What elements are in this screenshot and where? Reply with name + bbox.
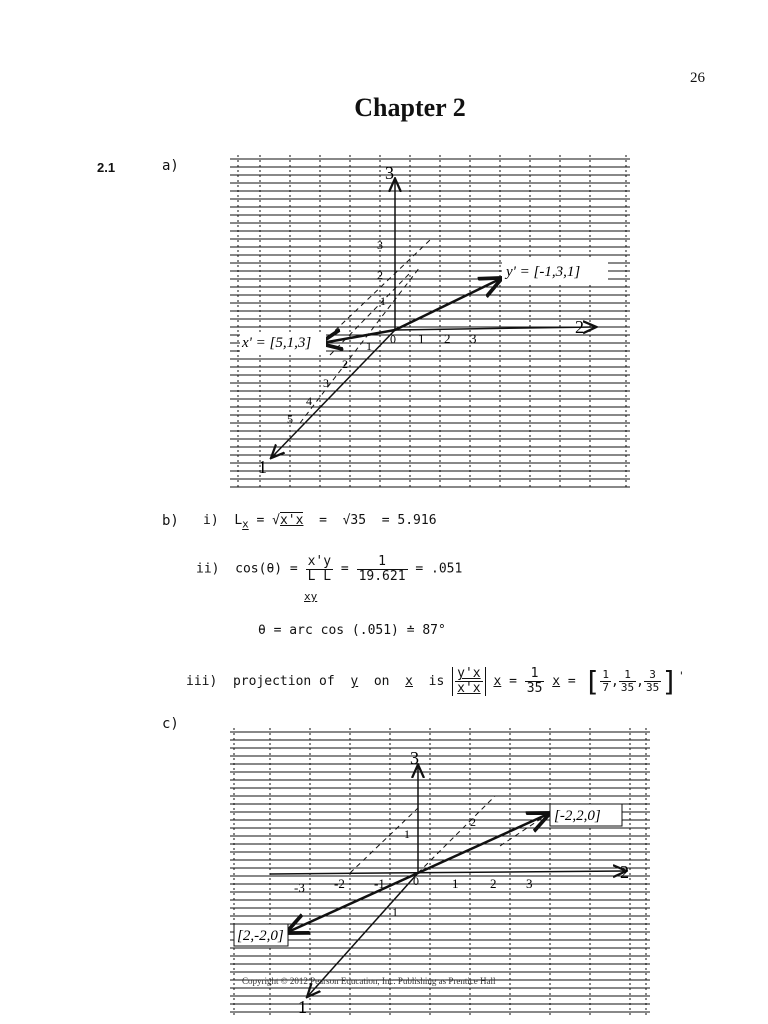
- chapter-title: Chapter 2: [354, 93, 466, 122]
- tick: 1: [380, 294, 386, 308]
- word-on: on: [373, 674, 390, 689]
- tick: 2: [444, 331, 451, 346]
- part-c-label: c): [162, 716, 179, 732]
- vector-y-label: y' = [-1,3,1]: [506, 264, 581, 280]
- equals: =: [509, 674, 517, 689]
- tick: 5: [287, 412, 293, 426]
- right-bracket: ]: [661, 665, 679, 698]
- part-b-iii: iii) projection of y on x is $\frac{y'x}{x'x}$ x = $\frac{1}{35}$ x = [ $\frac{1}{7}$ , $\frac{1}{35}$ , $\frac{3}{35}$ ]': [186, 665, 685, 698]
- copyright-notice: Copyright © 2012 Pearson Education, Inc. Publishing as Prentice Hall: [242, 976, 496, 986]
- origin-label: 0: [390, 332, 396, 346]
- tick: -2: [334, 876, 345, 891]
- length-symbol: L: [234, 513, 243, 528]
- roman-iii: iii): [186, 674, 218, 689]
- equals: =: [256, 513, 265, 528]
- c1d: 7: [602, 681, 610, 694]
- component-1: [600, 669, 611, 693]
- sqrt-35: √35: [342, 513, 367, 528]
- tick: 3: [470, 331, 477, 346]
- tick: 2: [490, 876, 497, 891]
- axis-label-2: 2: [620, 862, 629, 882]
- c2d: 35: [620, 681, 635, 694]
- equals: =: [567, 674, 576, 689]
- projection-text: projection of: [232, 674, 335, 689]
- tick: 1: [392, 905, 398, 919]
- fraction-denominator: 19.621: [358, 568, 406, 584]
- length-subscript: x: [242, 517, 249, 531]
- tick: 1: [404, 827, 410, 841]
- equals: =: [340, 561, 349, 577]
- origin-label: 0: [413, 874, 419, 888]
- axis-2: [270, 871, 625, 874]
- roman-ii: ii): [196, 561, 220, 577]
- vector-a-label: [-2,2,0]: [554, 808, 601, 824]
- c3n: 3: [644, 669, 661, 682]
- sqrt-argument: x'x: [279, 513, 304, 528]
- vec-x: x: [405, 674, 413, 689]
- graph-c: [230, 728, 650, 1018]
- cos-denominator: [306, 570, 333, 584]
- tick: 2: [377, 268, 383, 282]
- tick: -3: [294, 880, 305, 895]
- tick: 2: [470, 815, 476, 829]
- c3d: 35: [645, 681, 660, 694]
- theta-line: θ = arc cos (.051) ≐ 87°: [258, 623, 446, 638]
- vec-x-3: x: [552, 674, 561, 689]
- value-fraction: [357, 555, 408, 583]
- frac-num: 1: [525, 667, 545, 682]
- graph-a: [230, 155, 630, 490]
- denominator-text: L L: [307, 568, 332, 584]
- vector-x-label: x' = [5,1,3]: [242, 335, 312, 351]
- cos-numerator: x'y: [307, 554, 332, 569]
- cos-result: = .051: [415, 561, 463, 577]
- component-3: [644, 669, 661, 693]
- tick: 2: [342, 357, 348, 371]
- proj-numerator: y'x: [457, 666, 481, 682]
- abs-bars: [452, 667, 485, 695]
- one-over-35: [525, 667, 545, 695]
- tick: 1: [366, 339, 372, 353]
- component-2: [619, 669, 636, 693]
- c1n: 1: [602, 668, 610, 682]
- axis-label-1: 1: [258, 457, 267, 477]
- part-b-label: b): [162, 513, 179, 529]
- tick: 1: [418, 331, 425, 346]
- axis-label-1: 1: [298, 997, 307, 1017]
- axis-label-3: 3: [410, 748, 419, 768]
- tick: 3: [526, 876, 533, 891]
- proj-denominator: x'x: [457, 681, 481, 696]
- axis-label-3: 3: [385, 163, 394, 183]
- tick: 3: [377, 238, 383, 252]
- equals: =: [319, 513, 327, 528]
- fraction-numerator: 1: [357, 555, 408, 570]
- sub-y: y: [310, 590, 318, 603]
- roman-i: i): [203, 513, 219, 528]
- vec-x-2: x: [493, 674, 502, 689]
- page-number: 26: [690, 70, 705, 86]
- tick: -1: [374, 876, 385, 891]
- vec-y: y: [350, 674, 359, 689]
- sub-x: x: [304, 590, 311, 603]
- c2n: 1: [619, 669, 636, 682]
- cos-lhs: cos(θ) =: [235, 561, 298, 577]
- axis-label-2: 2: [575, 317, 584, 337]
- frac-den: 35: [526, 681, 543, 696]
- denominator-subscripts: [304, 590, 317, 603]
- tick: 3: [323, 376, 329, 390]
- tick: 4: [306, 394, 312, 408]
- part-a-label: a): [162, 158, 179, 174]
- problem-label: 2.1: [97, 160, 116, 175]
- transpose: ': [678, 669, 685, 683]
- word-is: is: [428, 674, 445, 689]
- vector-b-label: [2,-2,0]: [237, 928, 284, 944]
- part-b-i: i) $L_x = √x'x = √35 = 5.916$: [203, 513, 437, 531]
- tick: 1: [452, 876, 459, 891]
- projection-fraction: [455, 667, 482, 695]
- left-bracket: [: [583, 665, 601, 698]
- length-result: = 5.916: [381, 513, 437, 528]
- part-b-ii: [196, 555, 462, 583]
- vector-b: [288, 873, 418, 932]
- cos-fraction: [306, 555, 333, 583]
